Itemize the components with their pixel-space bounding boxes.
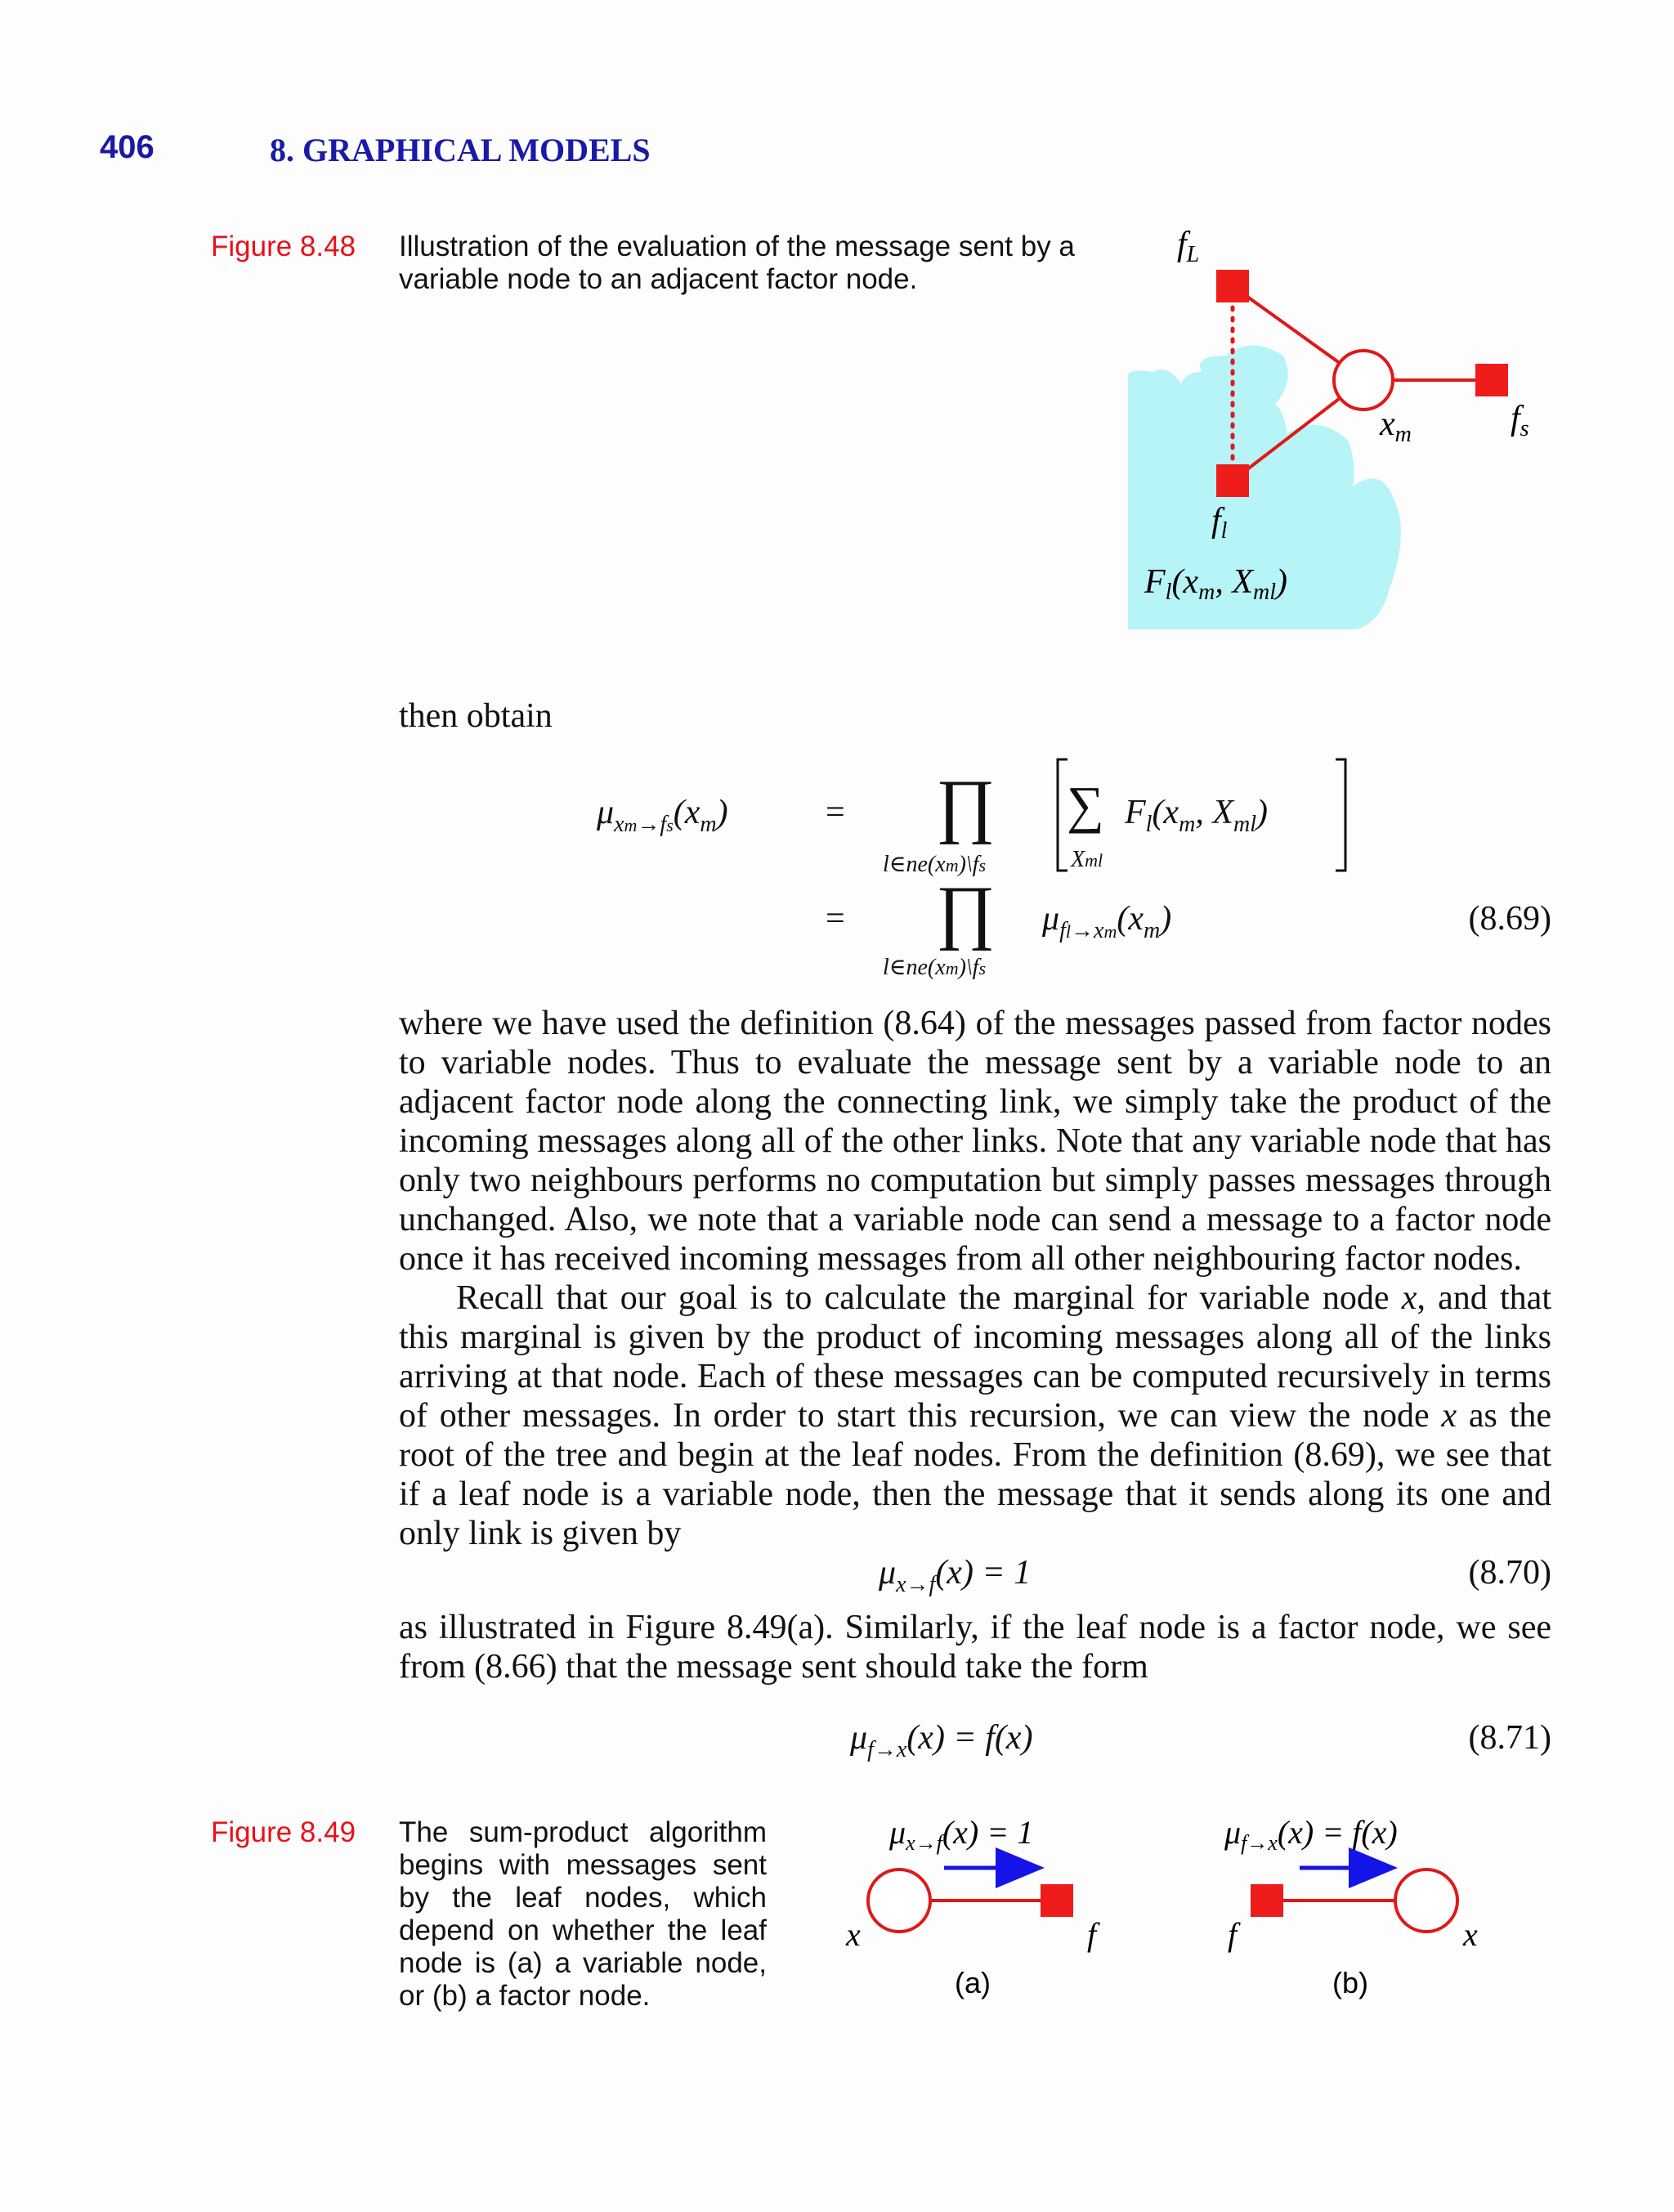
panel-b-message-label: $\mu_{f\to x}(x) = f(x)$ <box>1224 1814 1398 1855</box>
paragraph-3: as illustrated in Figure 8.49(a). Similarly, if the leaf node is a factor node, we see from (8.66) that the message sent should take the form <box>399 1609 1551 1686</box>
panel-b-f-label: f <box>1228 1916 1238 1953</box>
eq869-lhs: $\mu_{xm\to fs}(x_m)$ <box>597 794 728 837</box>
eq869-F: $F_l(x_m$, $X_{ml}$) <box>1125 794 1268 837</box>
eq869-prod-1: ∏ <box>936 766 996 845</box>
panel-b-x-label: x <box>1463 1916 1478 1953</box>
panel-a-caption: (a) <box>955 1966 991 1999</box>
figure-848-caption: Illustration of the evaluation of the message sent by a variable node to an adjacent factor node. <box>399 231 1075 295</box>
label-fs: fs <box>1511 400 1529 441</box>
factor-node-fs <box>1475 364 1508 396</box>
panel-a-factor-node <box>1041 1884 1073 1917</box>
page-number: 406 <box>100 129 154 165</box>
eq869-prod-sub-2: l∈ne(xm)\fs <box>883 955 987 980</box>
figure-849-label: Figure 8.49 <box>211 1816 356 1848</box>
variable-node-xm <box>1334 351 1393 410</box>
eq869-prod-sub-1: l∈ne(xm)\fs <box>883 852 987 877</box>
eq870-number: (8.70) <box>1468 1554 1551 1592</box>
eq870: $\mu_{x\to f}(x) = 1$ <box>879 1554 1032 1597</box>
panel-a-variable-node <box>868 1869 930 1932</box>
eq869-sum-sub: Xml <box>1071 847 1103 872</box>
eq871-number: (8.71) <box>1468 1719 1551 1757</box>
label-Fl: Fl(xm, Xml) <box>1144 563 1287 605</box>
paragraph-1: where we have used the definition (8.64) of the messages passed from factor nodes to variable nodes. Thus to evaluate the message sent by a variable node to an adjacent factor node along the connecting link, we simply take the product of the incoming messages along all of the other links. Note that any variable node that has only two neighbours performs no computation but simply passes messages through unchanged. Also, we note that a variable node can send a message to a factor node once it has received incoming messages from all other neighbouring factor nodes. <box>399 1005 1551 1278</box>
factor-node-fL <box>1216 270 1249 302</box>
factor-node-fl <box>1216 464 1249 497</box>
figure-848-diagram <box>1120 221 1578 646</box>
panel-b-factor-node <box>1251 1884 1283 1917</box>
eq869-equals-2: = <box>826 900 845 938</box>
panel-b-variable-node <box>1395 1869 1457 1932</box>
body-paragraphs <box>399 1004 1551 1553</box>
chapter-title: 8. GRAPHICAL MODELS <box>270 132 651 168</box>
eq869-mu2: $\mu_{fl\to xm}(x_m)$ <box>1042 900 1172 943</box>
then-obtain-text: then obtain <box>399 697 553 735</box>
label-fl: fl <box>1211 502 1228 544</box>
figure-849-caption: The sum-product algorithm begins with messages sent by the leaf nodes, which depend on whether the leaf node is (a) a variable node, or (b) a factor node. <box>399 1816 767 2012</box>
panel-a-message-label: $\mu_{x\to f}(x) = 1$ <box>889 1814 1034 1855</box>
paragraph-2: Recall that our goal is to calculate the marginal for variable node x, and that this marginal is given by the product of incoming messages along all of the links arriving at that node. Each of these messages can be computed recursively in terms of other messages. In order to start this recursion, we can view the node x as the root of the tree and begin at the leaf nodes. From the definition (8.69), we see that if a leaf node is a variable node, then the message that it sends along its one and only link is given by <box>399 1279 1551 1552</box>
eq869-sum: ∑ <box>1067 776 1104 834</box>
eq871: $\mu_{f\to x}(x) = f(x)$ <box>850 1719 1033 1762</box>
label-xm: xm <box>1380 405 1412 447</box>
figure-849-diagram <box>826 1807 1545 2019</box>
panel-b-caption: (b) <box>1332 1966 1368 1999</box>
eq869-prod-2: ∏ <box>936 872 996 952</box>
figure-848-label: Figure 8.48 <box>211 231 356 262</box>
panel-a-f-label: f <box>1087 1916 1097 1953</box>
eq869-number: (8.69) <box>1468 900 1551 938</box>
eq869-equals-1: = <box>826 794 845 831</box>
panel-a-x-label: x <box>846 1916 861 1953</box>
label-fL: fL <box>1177 226 1200 267</box>
